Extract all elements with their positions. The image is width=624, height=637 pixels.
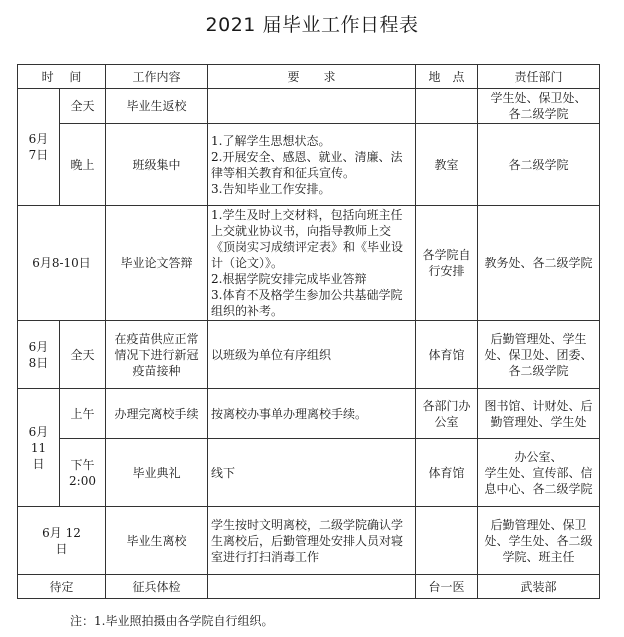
- date-cell: 6月8-10日: [18, 206, 106, 321]
- date-cell: 6月 7日: [18, 89, 60, 206]
- table-row: [18, 575, 600, 599]
- department-cell: 办公室、 学生处、宣传部、信息中心、各二级学院: [478, 439, 600, 507]
- time-slot-cell: 下午 2:00: [60, 439, 106, 507]
- department-cell: 后勤管理处、学生处、保卫处、团委、各二级学院: [478, 321, 600, 389]
- content-cell: 毕业生离校: [106, 507, 208, 575]
- location-cell: 体育馆: [416, 321, 478, 389]
- time-slot-cell: 全天: [60, 89, 106, 124]
- content-cell: 毕业典礼: [106, 439, 208, 507]
- requirement-cell: [208, 89, 416, 124]
- requirement-cell: [208, 575, 416, 599]
- location-cell: 体育馆: [416, 439, 478, 507]
- department-cell: 后勤管理处、保卫处、学生处、各二级学院、班主任: [478, 507, 600, 575]
- date-cell: 6月 11 日: [18, 389, 60, 507]
- time-slot-cell: 上午: [60, 389, 106, 439]
- content-cell: 毕业生返校: [106, 89, 208, 124]
- header-row: [18, 65, 600, 89]
- table-row: [18, 439, 600, 507]
- header-content: 工作内容: [106, 65, 208, 89]
- table-row: [18, 206, 600, 321]
- location-cell: [416, 89, 478, 124]
- location-cell: [416, 507, 478, 575]
- time-slot-cell: 晚上: [60, 124, 106, 206]
- requirement-cell: 以班级为单位有序组织: [208, 321, 416, 389]
- location-cell: 各学院自行安排: [416, 206, 478, 321]
- requirement-cell: 线下: [208, 439, 416, 507]
- header-requirement: 要 求: [208, 65, 416, 89]
- header-time: 时 间: [18, 65, 106, 89]
- content-cell: 毕业论文答辩: [106, 206, 208, 321]
- page-title: 2021 届毕业工作日程表: [205, 14, 419, 36]
- requirement-cell: 1.学生及时上交材料，包括向班主任上交就业协议书，向指导教师上交《顶岗实习成绩评定表》和《毕业设计（论文）》。 2.根据学院安排完成毕业答辩 3.体育不及格学生参加公共基础学院组织的补考。: [208, 206, 416, 321]
- department-cell: 武装部: [478, 575, 600, 599]
- content-cell: 班级集中: [106, 124, 208, 206]
- date-cell: 待定: [18, 575, 106, 599]
- table-row: [18, 507, 600, 575]
- content-cell: 在疫苗供应正常情况下进行新冠疫苗接种: [106, 321, 208, 389]
- table-row: [18, 124, 600, 206]
- footnote: 注：1.毕业照拍摄由各学院自行组织。: [70, 614, 274, 628]
- location-cell: 台一医: [416, 575, 478, 599]
- header-location: 地 点: [416, 65, 478, 89]
- department-cell: 各二级学院: [478, 124, 600, 206]
- table-row: [18, 321, 600, 389]
- header-department: 责任部门: [478, 65, 600, 89]
- table-row: [18, 389, 600, 439]
- content-cell: 征兵体检: [106, 575, 208, 599]
- requirement-cell: 按离校办事单办理离校手续。: [208, 389, 416, 439]
- location-cell: 教室: [416, 124, 478, 206]
- department-cell: 图书馆、计财处、后勤管理处、学生处: [478, 389, 600, 439]
- department-cell: 学生处、保卫处、 各二级学院: [478, 89, 600, 124]
- content-cell: 办理完离校手续: [106, 389, 208, 439]
- time-slot-cell: 全天: [60, 321, 106, 389]
- date-cell: 6月 12 日: [18, 507, 106, 575]
- date-cell: 6月 8日: [18, 321, 60, 389]
- location-cell: 各部门办公室: [416, 389, 478, 439]
- table-row: [18, 89, 600, 124]
- requirement-cell: 学生按时文明离校，二级学院确认学生离校后，后勤管理处安排人员对寝室进行打扫消毒工作: [208, 507, 416, 575]
- department-cell: 教务处、各二级学院: [478, 206, 600, 321]
- schedule-table: [17, 64, 600, 599]
- requirement-cell: 1.了解学生思想状态。 2.开展安全、感恩、就业、清廉、法律等相关教育和征兵宣传。 3.告知毕业工作安排。: [208, 124, 416, 206]
